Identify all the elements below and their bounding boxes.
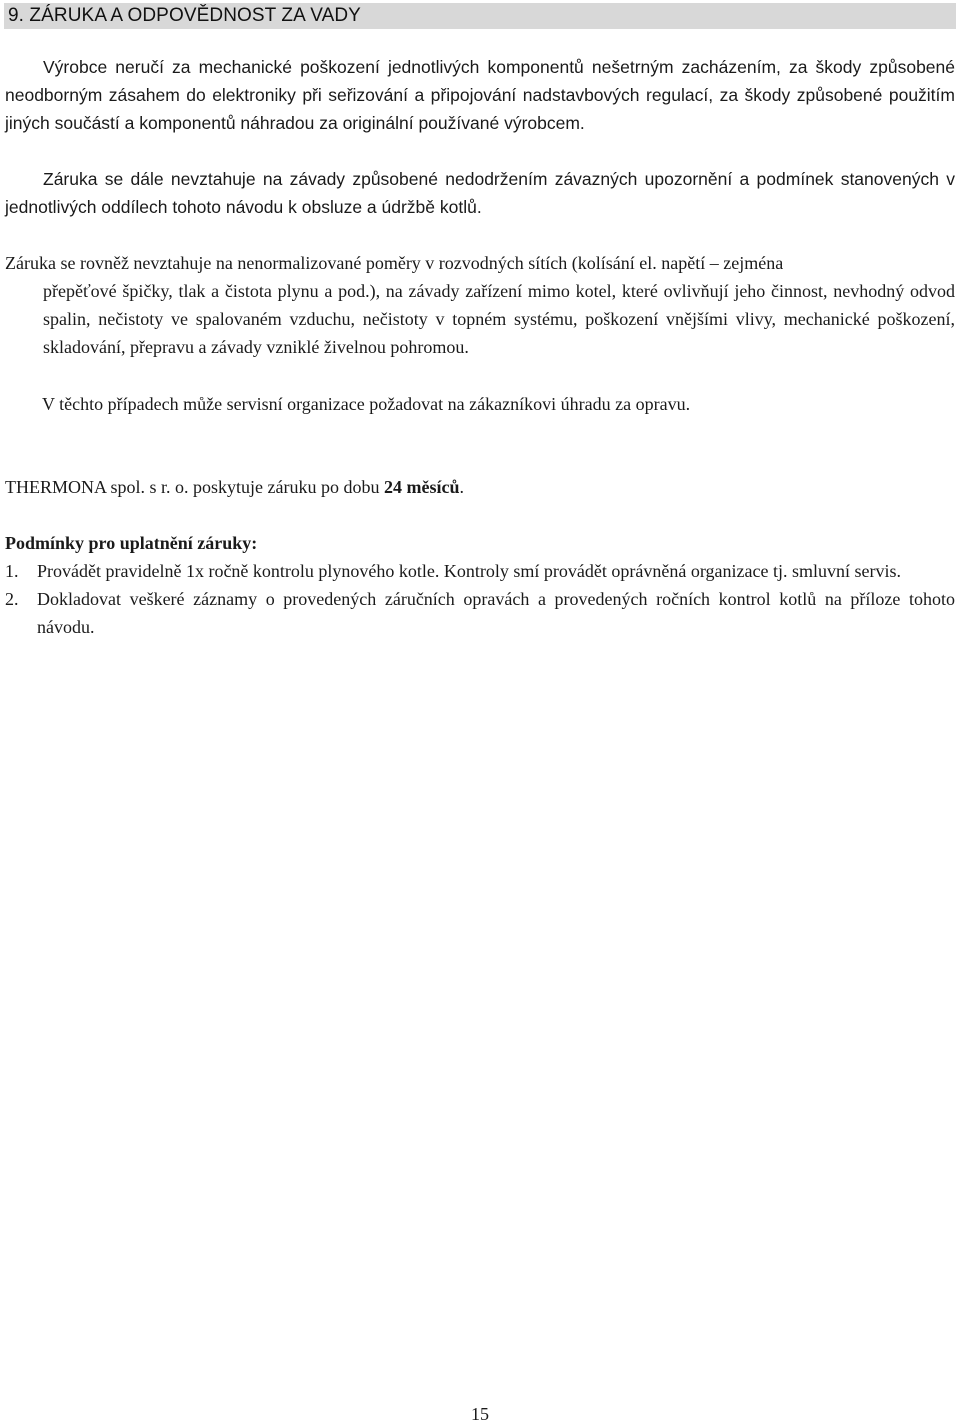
- list-item-text: Dokladovat veškeré záznamy o provedených záručních opravách a provedených ročních kontrol kotlů na příloze tohoto návodu.: [37, 589, 955, 637]
- section-heading-bar: [4, 3, 956, 29]
- paragraph-service-payment: V těchto případech může servisní organizace požadovat na zákazníkovi úhradu za opravu.: [42, 394, 691, 414]
- paragraph-warranty-exclusions: Záruka se dále nevztahuje na závady způsobené nedodržením závazných upozornění a podmínek stanovených v jednotlivých oddílech tohoto návodu k obsluze a údržbě kotlů.: [5, 169, 955, 217]
- warranty-period-suffix: .: [459, 477, 464, 497]
- conditions-list: [5, 557, 955, 641]
- list-item: [5, 557, 955, 585]
- warranty-period-duration: 24 měsíců: [383, 477, 460, 497]
- section-heading: 9. ZÁRUKA A ODPOVĚDNOST ZA VADY: [8, 5, 361, 26]
- paragraph-network-conditions-rest: přepěťové špičky, tlak a čistota plynu a pod.), na závady zařízení mimo kotel, které ovlivňují jeho činnost, nevhodný odvod spalin, nečistoty ve spalovaném vzduchu, nečistoty v topném systému, poškození vnějšími vlivy, mechanické poškození, skladování, přepravu a závady vzniklé živelnou pohromou.: [43, 281, 955, 357]
- warranty-period-prefix: THERMONA spol. s r. o. poskytuje záruku po dobu: [5, 477, 384, 497]
- list-item-text: Provádět pravidelně 1x ročně kontrolu plynového kotle. Kontroly smí provádět oprávněná organizace tj. smluvní servis.: [37, 561, 901, 581]
- list-item-number: 1.: [5, 561, 19, 581]
- conditions-title: Podmínky pro uplatnění záruky:: [5, 533, 258, 553]
- list-item-number: 2.: [5, 589, 19, 609]
- page-number: 15: [471, 1404, 489, 1424]
- list-item: [5, 585, 955, 641]
- paragraph-warranty-period: [5, 473, 905, 501]
- paragraph-network-conditions: [5, 249, 955, 361]
- paragraph-network-conditions-first-line: Záruka se rovněž nevztahuje na nenormalizované poměry v rozvodných sítích (kolísání el. napětí – zejména: [5, 253, 784, 273]
- paragraph-manufacturer-liability: Výrobce neručí za mechanické poškození jednotlivých komponentů nešetrným zacházením, za škody způsobené neodborným zásahem do elektroniky při seřizování a připojování nadstavbových regulací, za škody způsobené použitím jiných součástí a komponentů náhradou za originální používané výrobcem.: [5, 57, 955, 133]
